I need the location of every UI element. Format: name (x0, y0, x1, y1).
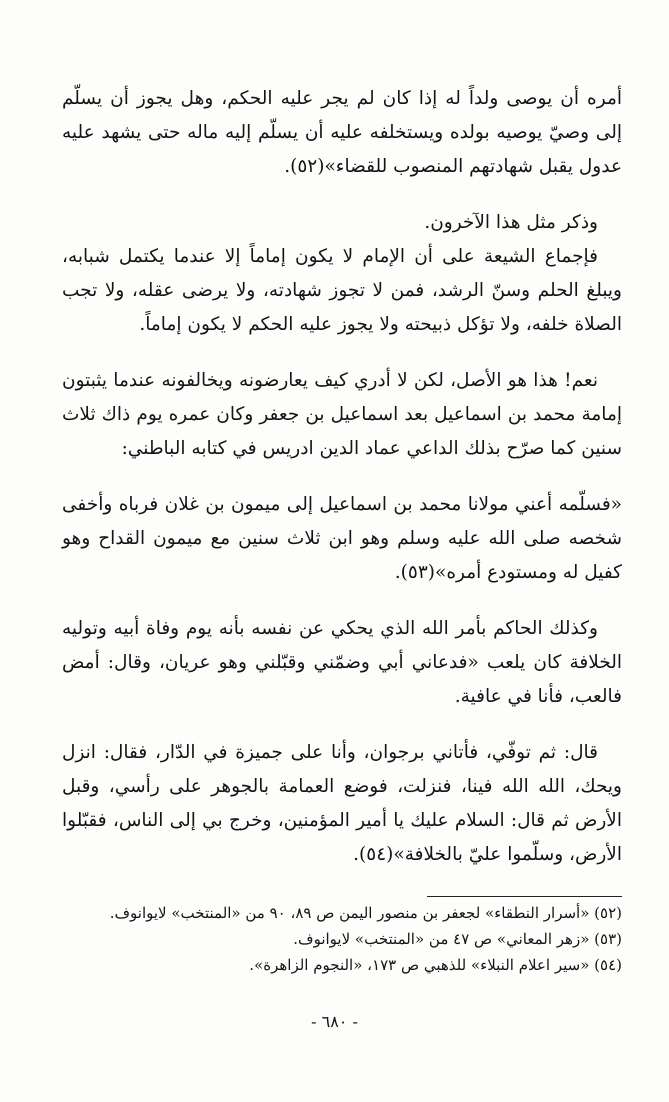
paragraph-4: نعم! هذا هو الأصل، لكن لا أدري كيف يعارضونه ويخالفونه عندما يثبتون إمامة محمد بن اسماعيل بعد اسماعيل بن جعفر وكان عمره يوم ذاك ثلاث سنين كما صرّح بذلك الداعي عماد الدين ادريس في كتابه الباطني: (62, 370, 622, 459)
paragraph-2: وذكر مثل هذا الآخرون. (424, 212, 598, 233)
footnotes (62, 900, 622, 978)
paragraph-6: وكذلك الحاكم بأمر الله الذي يحكي عن نفسه بأنه يوم وفاة أبيه وتوليه الخلافة كان يلعب «فدعاني أبي وضمّني وقبّلني وهو عريان، وقال: أمض فالعب، فأنا في عافية. (62, 618, 622, 707)
quote-paragraph: «فسلّمه أعني مولانا محمد بن اسماعيل إلى ميمون بن غلان فرباه وأخفى شخصه صلى الله عليه وسلم وهو ابن ثلاث سنين مع ميمون القداح وهو كفيل له ومستودع أمره»(٥٣). (62, 494, 622, 583)
paragraph-7: قال: ثم توفّي، فأتاني برجوان، وأنا على جميزة في الدّار، فقال: انزل ويحك، الله الله فينا، فنزلت، فوضع العمامة بالجوهر على رأسي، وقبل الأرض ثم قال: السلام عليك يا أمير المؤمنين، وخرج بي إلى الناس، فقبّلوا الأرض، وسلّموا عليّ بالخلافة»(٥٤). (62, 742, 622, 865)
main-text (62, 82, 622, 872)
paragraph-3: فإجماع الشيعة على أن الإمام لا يكون إماماً إلا عندما يكتمل شبابه، ويبلغ الحلم وسنّ الرشد، فمن لا تجوز شهادته، ولا يرضى عقله، ولا تجب الصلاة خلفه، ولا تؤكل ذبيحته ولا يجوز عليه الحكم لا يكون إماماً. (62, 246, 622, 335)
footnote-52: (٥٢) «أسرار النطقاء» لجعفر بن منصور اليمن ص ٨٩، ٩٠ من «المنتخب» لايوانوف. (109, 904, 622, 922)
footnote-53: (٥٣) «زهر المعاني» ص ٤٧ من «المنتخب» لايوانوف. (293, 930, 622, 948)
footnote-54: (٥٤) «سير اعلام النبلاء» للذهبي ص ١٧٣، «النجوم الزاهرة». (249, 956, 622, 974)
footnote-divider (427, 896, 622, 897)
paragraph-1: أمره أن يوصى ولداً له إذا كان لم يجر عليه الحكم، وهل يجوز أن يسلّم إلى وصيّ يوصيه بولده ويستخلفه عليه أن يسلّم إليه ماله حتى يشهد عليه عدول يقبل شهادتهم المنصوب للقضاء»(٥٢). (62, 88, 622, 177)
page-number: - ٦٨٠ - (311, 1012, 358, 1031)
